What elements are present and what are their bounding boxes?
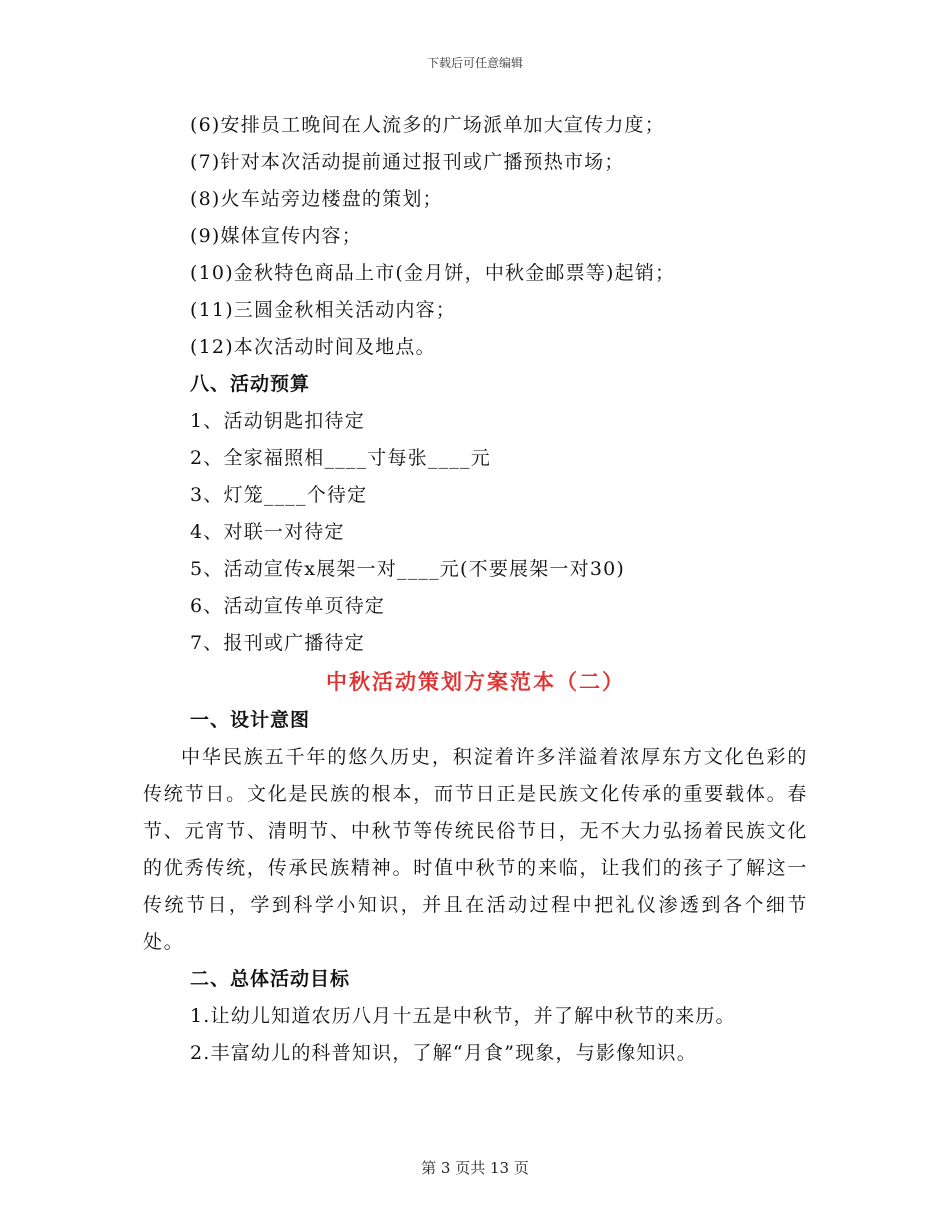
list-item: 1、活动钥匙扣待定 xyxy=(190,410,365,432)
list-item: 7、报刊或广播待定 xyxy=(190,632,365,654)
list-item: (10)金秋特色商品上市(金月饼，中秋金邮票等)起销； xyxy=(190,262,676,284)
document-body xyxy=(143,107,808,1072)
page-footer: 第 3 页共 13 页 xyxy=(421,1159,529,1177)
paragraph-design-intent: 中华民族五千年的悠久历史，积淀着许多洋溢着浓厚东方文化色彩的传统节日。文化是民族的根本，而节日正是民族文化传承的重要载体。春节、元宵节、清明节、中秋节等传统民俗节日，无不大力弘扬着民族文化的优秀传统，传承民族精神。时值中秋节的来临，让我们的孩子了解这一传统节日，学到科学小知识，并且在活动过程中把礼仪渗透到各个细节处。 xyxy=(143,746,808,953)
list-item: 2.丰富幼儿的科普知识，了解“月食”现象，与影像知识。 xyxy=(190,1042,697,1064)
document-title: 中秋活动策划方案范本（二） xyxy=(326,670,625,694)
list-item: (12)本次活动时间及地点。 xyxy=(190,336,436,358)
list-item: 6、活动宣传单页待定 xyxy=(190,595,386,617)
list-item: 4、对联一对待定 xyxy=(190,521,345,543)
list-item: 5、活动宣传x展架一对____元(不要展架一对30) xyxy=(190,558,626,580)
list-item: (7)针对本次活动提前通过报刊或广播预热市场； xyxy=(190,151,625,173)
list-item: (6)安排员工晚间在人流多的广场派单加大宣传力度； xyxy=(190,114,665,136)
section-heading-budget: 八、活动预算 xyxy=(190,373,311,395)
list-item: 1.让幼儿知道农历八月十五是中秋节，并了解中秋节的来历。 xyxy=(190,1005,736,1027)
section-heading-goals: 二、总体活动目标 xyxy=(190,968,351,990)
list-item: 3、灯笼____个待定 xyxy=(190,484,368,506)
list-item: (11)三圆金秋相关活动内容； xyxy=(190,299,457,321)
list-item: (9)媒体宣传内容； xyxy=(190,225,362,247)
list-item: 2、全家福照相____寸每张____元 xyxy=(190,447,491,469)
list-item: (8)火车站旁边楼盘的策划； xyxy=(190,188,443,210)
section-heading-design-intent: 一、设计意图 xyxy=(190,709,311,731)
page-header: 下载后可任意编辑 xyxy=(426,56,523,70)
